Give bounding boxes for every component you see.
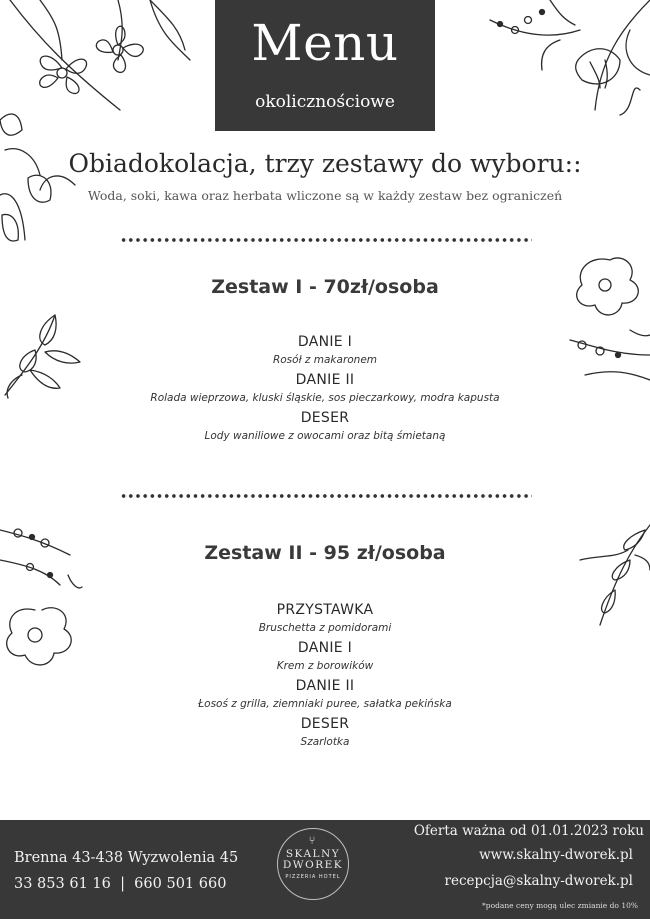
course-name: DANIE II xyxy=(295,372,355,388)
set-2-title: Zestaw II - 95 zł/osoba xyxy=(204,542,446,564)
course-description: Krem z borowików xyxy=(276,660,374,672)
course-name: DANIE I xyxy=(297,640,353,656)
menu-included-drinks-note: Woda, soki, kawa oraz herbata wliczone są w każdy zestaw bez ograniczeń xyxy=(87,188,563,203)
footer-offer-validity: Oferta ważna od 01.01.2023 roku xyxy=(413,823,644,839)
course-description: Rosół z makaronem xyxy=(272,354,378,366)
menu-subtitle: okolicznościowe xyxy=(255,92,395,112)
course-description: Lody waniliowe z owocami oraz bitą śmietaną xyxy=(204,430,446,442)
set-1-title: Zestaw I - 70zł/osoba xyxy=(211,276,439,298)
floral-top-right-decoration xyxy=(470,0,650,130)
course-name: PRZYSTAWKA xyxy=(276,602,374,618)
logo-line-3: PIZZERIA HOTEL xyxy=(285,874,341,880)
logo-line-1: SKALNY xyxy=(285,848,341,860)
course-description: Szarlotka xyxy=(300,736,350,748)
course-name: DESER xyxy=(300,410,350,426)
floral-top-left-decoration xyxy=(0,0,190,250)
course-name: DANIE I xyxy=(297,334,353,350)
course-description: Bruschetta z pomidorami xyxy=(258,622,392,634)
menu-headline: Obiadokolacja, trzy zestawy do wyboru:: xyxy=(68,149,582,178)
course-name: DANIE II xyxy=(295,678,355,694)
course-description: Rolada wieprzowa, kluski śląskie, sos pieczarkowy, modra kapusta xyxy=(150,392,500,404)
footer-phones[interactable]: 33 853 61 16 | 660 501 660 xyxy=(14,876,227,892)
footer-address: Brenna 43-438 Wyzwolenia 45 xyxy=(14,850,239,866)
skalny-dworek-logo xyxy=(277,828,349,900)
set-2-courses xyxy=(0,601,650,753)
dotted-divider xyxy=(120,493,532,499)
footer xyxy=(0,820,650,919)
footer-email-link[interactable]: recepcja@skalny-dworek.pl xyxy=(444,873,633,889)
logo-line-2: DWOREK xyxy=(282,859,344,871)
footer-website-link[interactable]: www.skalny-dworek.pl xyxy=(479,847,633,863)
footer-price-note: *podane ceny mogą ulec zmianie do 10% xyxy=(482,901,638,910)
course-description: Łosoś z grilla, ziemniaki puree, sałatka pekińska xyxy=(198,698,452,710)
set-1-courses xyxy=(0,333,650,447)
course-name: DESER xyxy=(300,716,350,732)
dotted-divider xyxy=(120,237,532,243)
cutlery-icon: ⑂ xyxy=(308,835,318,847)
menu-title: Menu xyxy=(251,14,399,72)
menu-title-box xyxy=(215,0,435,131)
